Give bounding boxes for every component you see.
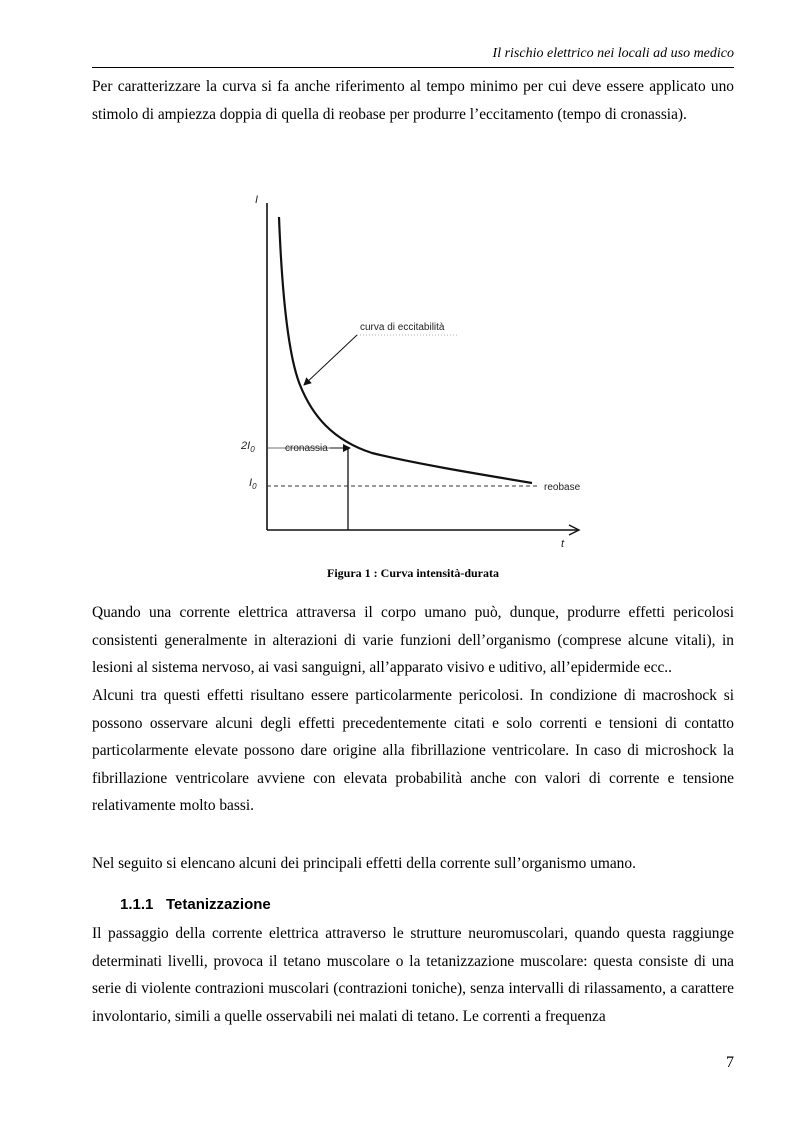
header-rule bbox=[92, 67, 734, 68]
paragraph-macro-microshock: Alcuni tra questi effetti risultano essere particolarmente pericolosi. In condizione di macroshock si possono osservare alcuni degli effetti precedentemente citati e solo correnti e tensioni di contatto particolarmente elevate possono dare origine alla fibrillazione ventricolare. In caso di microshock la fibrillazione ventricolare avviene con elevata probabilità anche con valori di corrente e tensione relativamente molto bassi. bbox=[92, 687, 734, 815]
reobase-label: reobase bbox=[544, 482, 581, 493]
curve-label: curva di eccitabilità bbox=[360, 322, 445, 333]
cronassia-label: cronassia bbox=[285, 443, 328, 454]
section-heading bbox=[120, 896, 271, 913]
curve-label-leader bbox=[304, 335, 357, 385]
running-header: Il rischio elettrico nei locali ad uso medico bbox=[492, 46, 734, 61]
paragraph-tetanizzazione: Il passaggio della corrente elettrica attraverso le strutture neuromuscolari, quando questa raggiunge determinati livelli, provoca il tetano muscolare o la tetanizzazione muscolare: questa consiste di una serie di violente contrazioni muscolari (contrazioni toniche), senza intervalli di rilassamento, a carattere involontario, simili a quelle osservabili nei malati di tetano. Le correnti a frequenza bbox=[92, 925, 734, 1025]
section-title: Tetanizzazione bbox=[166, 896, 271, 913]
paragraph-effects: Quando una corrente elettrica attraversa il corpo umano può, dunque, produrre effetti pericolosi consistenti generalmente in alterazioni di varie funzioni dell’organismo (comprese alcune vitali), in lesioni al sistema nervoso, ai vasi sanguigni, all’apparato visivo e uditivo, all’epidermide ecc.. bbox=[92, 604, 734, 677]
x-axis-label: t bbox=[561, 538, 565, 550]
label-2i0: $2I_0$ bbox=[241, 440, 255, 454]
label-i0: $I_0$ bbox=[249, 477, 257, 491]
intensity-duration-chart bbox=[222, 185, 592, 555]
y-axis-label: I bbox=[255, 194, 259, 206]
paragraph-cronassia-definition: Per caratterizzare la curva si fa anche riferimento al tempo minimo per cui deve essere applicato uno stimolo di ampiezza doppia di quella di reobase per produrre l’eccitamento (tempo di cronassia). bbox=[92, 78, 734, 123]
paragraph-list-intro: Nel seguito si elencano alcuni dei principali effetti della corrente sull’organismo umano. bbox=[92, 855, 636, 872]
page-number: 7 bbox=[726, 1054, 734, 1071]
figure-caption: Figura 1 : Curva intensità-durata bbox=[327, 566, 499, 580]
section-number: 1.1.1 bbox=[120, 896, 154, 913]
